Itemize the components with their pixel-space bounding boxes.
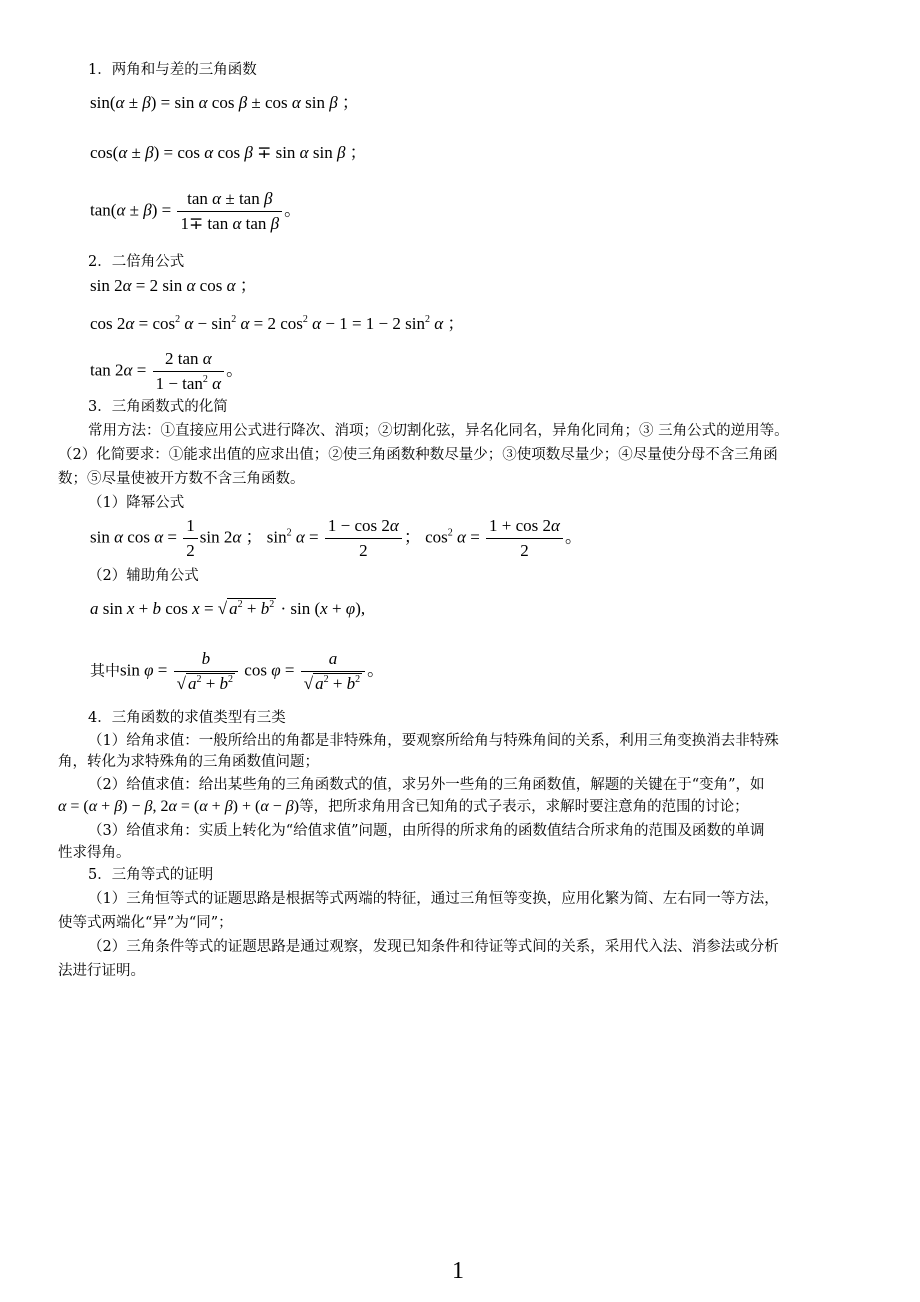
paragraph-given-angle-2: 角，转化为求特殊角的三角函数值问题； [58,754,319,770]
formula-cos-sum: cos(α ± β) = cos α cos β ∓ sin α sin β ； [90,143,367,162]
paragraph-given-value-2: α = (α + β) − β, 2α = (α + β) + (α − β)等，把所求角用含已知角的式子表示，求解时要注意角的范围的讨论； [58,798,749,815]
formula-sin-double: sin 2α = 2 sin α cos α ； [90,276,257,295]
formula-tan-sum: tan(α ± β) = $\frac{\text{tan α ± tan β}}{\text{1∓ tan α tan β}}$ 。 [90,189,302,233]
section-4-heading: 4．三角函数的求值类型有三类 [88,710,286,726]
paragraph-requirements-2: 数；⑤尽量使被开方数不含三角函数。 [58,471,305,487]
page-number: 1 [452,1258,464,1284]
formula-sin-sum: sin(α ± β) = sin α cos β ± cos α sin β ； [90,93,359,112]
paragraph-given-value-1: （2）给值求值：给出某些角的三角函数式的值，求另外一些角的三角函数值，解题的关键在于“变角”，如 [88,777,765,793]
section-5-heading: 5．三角等式的证明 [88,867,214,883]
paragraph-methods: 常用方法：①直接应用公式进行降次、消项；②切割化弦，异名化同名，异角化同角；③ 三角公式的逆用等。 [88,423,789,439]
paragraph-given-value-angle-2: 性求得角。 [58,845,131,861]
formula-power-reduction: sin α cos α = $\frac{1}{2}$ sin 2α ； $\sin^2 \alpha$ = $\frac{1 - \cos 2\alpha}{2}$ ； $\cos^2 \alpha$ = $\frac{1 + \cos 2\alpha}{2}$ 。 [90,516,582,560]
subheading-auxiliary-angle: （2）辅助角公式 [88,568,199,584]
formula-phi-definition: 其中sin φ = $\frac{b}{√ a^2 + b^2}$ cos φ = $\frac{a}{√ a^2 + b^2}$ 。 [90,649,385,693]
paragraph-requirements-1: （2）化简要求：①能求出值的应求出值；②使三角函数种数尽量少；③使项数尽量少；④尽量使分母不含三角函 [58,447,778,463]
paragraph-identity-proof-2: 使等式两端化“异”为“同”； [58,915,233,931]
formula-auxiliary-angle: a sin x + b cos x = √ $a^2 + b^2 \cdot \sin (x + \varphi)$, [90,599,366,618]
paragraph-given-angle-1: （1）给角求值：一般所给出的角都是非特殊角，要观察所给角与特殊角间的关系，利用三角变换消去非特殊 [88,733,779,749]
paragraph-given-value-angle-1: （3）给值求角：实质上转化为“给值求值”问题，由所得的所求角的函数值结合所求角的范围及函数的单调 [88,823,765,839]
section-3-heading: 3．三角函数式的化简 [88,399,228,415]
paragraph-conditional-proof-2: 法进行证明。 [58,963,145,979]
subheading-power-reduction: （1）降幂公式 [88,495,185,511]
given-value-tail: 等，把所求角用含已知角的式子表示，求解时要注意角的范围的讨论； [299,799,749,815]
section-2-heading: 2．二倍角公式 [88,254,185,270]
section-1-heading: 1．两角和与差的三角函数 [88,62,257,78]
qizhong-label: 其中 [90,661,121,680]
paragraph-conditional-proof-1: （2）三角条件等式的证题思路是通过观察，发现已知条件和待证等式间的关系，采用代入法、消参法或分析 [88,939,779,955]
paragraph-identity-proof-1: （1）三角恒等式的证题思路是根据等式两端的特征，通过三角恒等变换，应用化繁为简、左右同一等方法， [88,891,779,907]
formula-cos-double: $\cos 2\alpha = \cos^2 \alpha - \sin^2 \alpha = 2$ $\cos^2 \alpha - 1 = 1 - 2$ $\sin^2 \alpha$ ； [90,314,465,333]
formula-tan-double: tan 2α = $\frac{\text{2 tan α}}{1 - \tan^2 \alpha}$ 。 [90,349,244,393]
